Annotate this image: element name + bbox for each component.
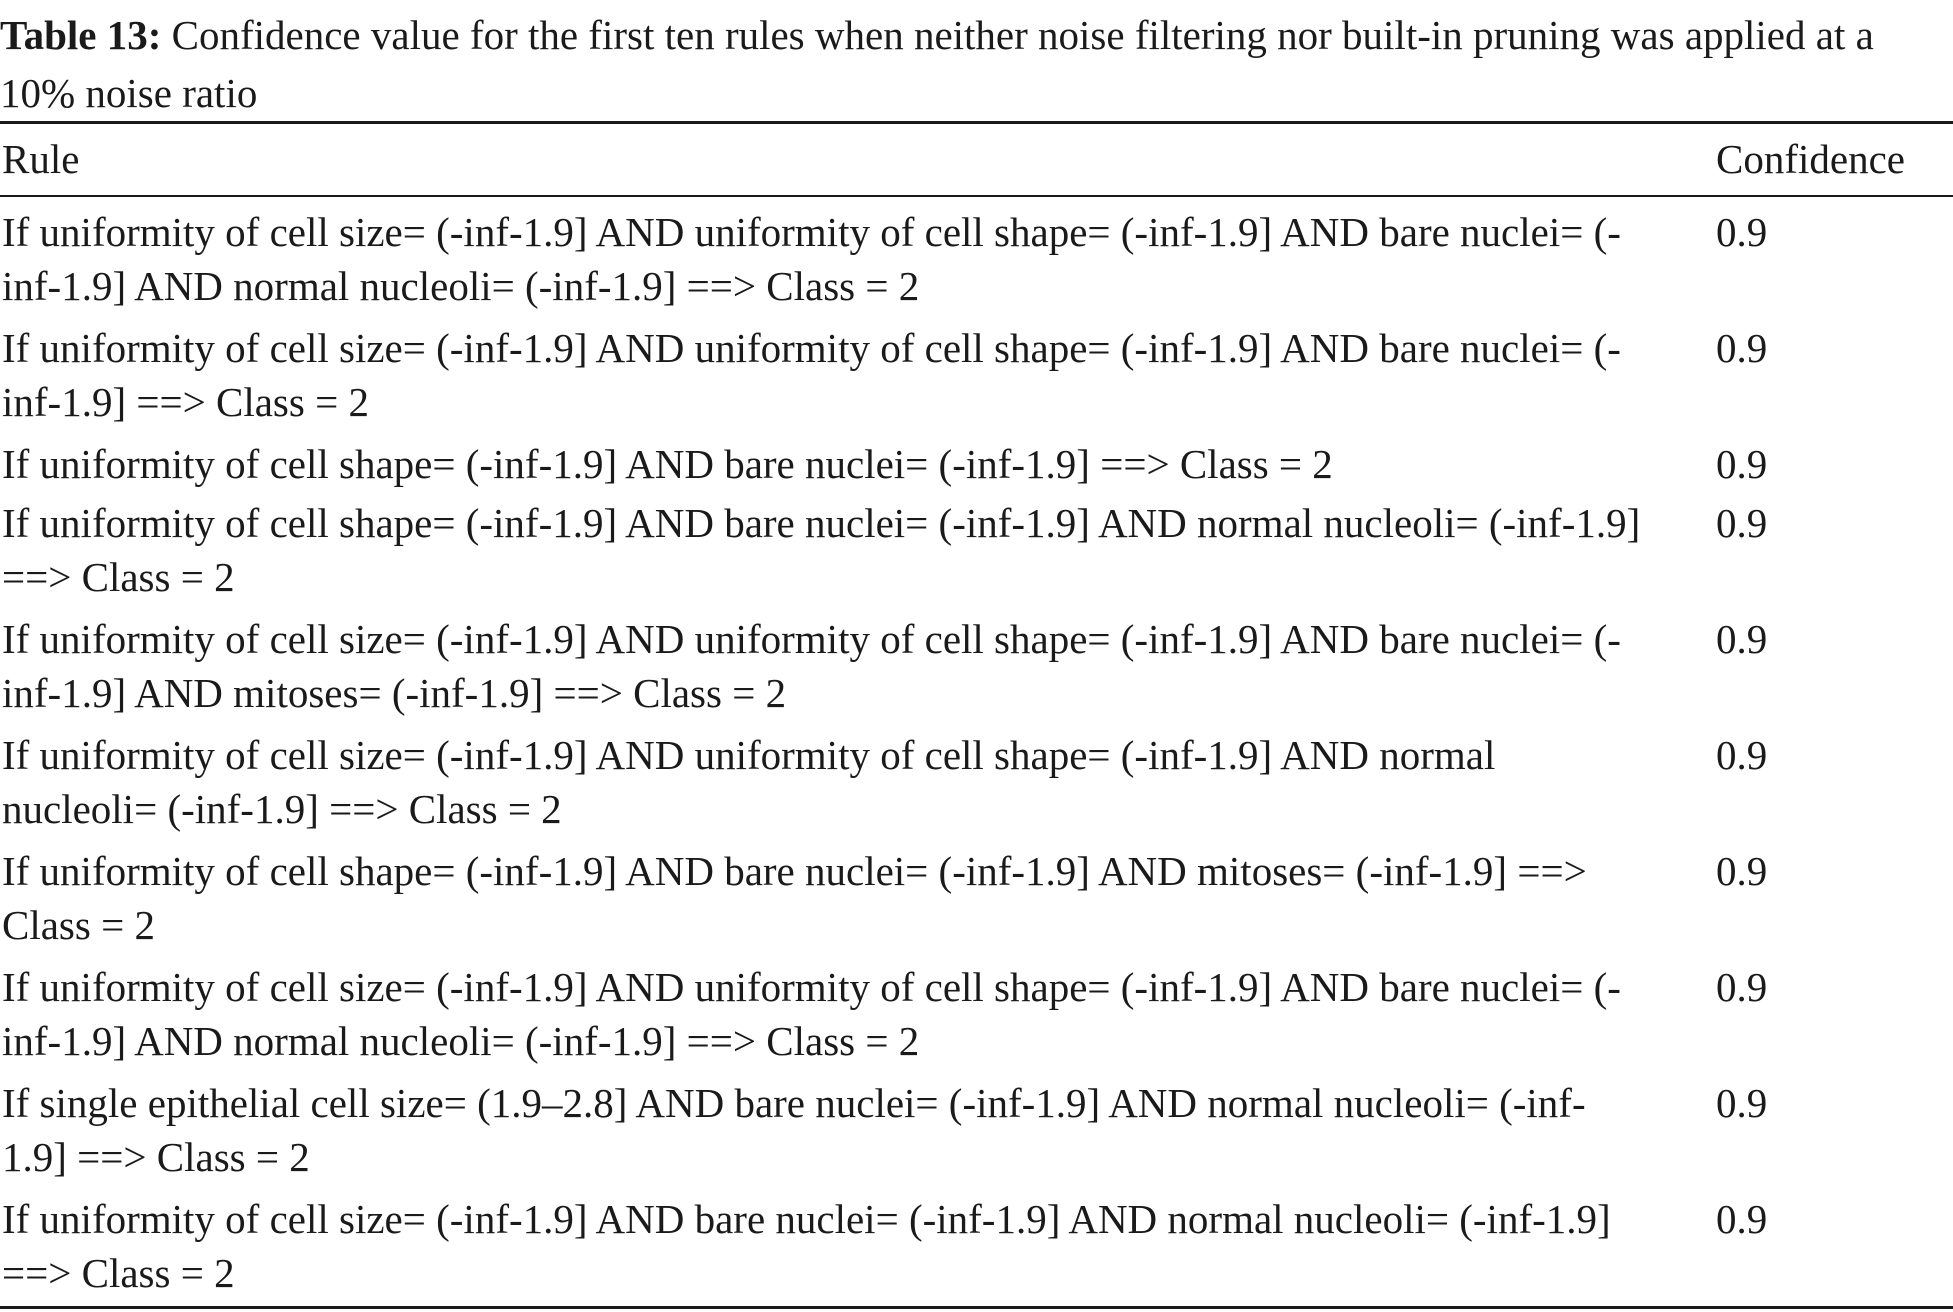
- table-row: [0, 612, 1953, 728]
- table-row: [0, 1076, 1953, 1192]
- confidence-cell: 0.9: [1716, 964, 1768, 1010]
- table-header-row: [0, 130, 1953, 190]
- rule-cell: If uniformity of cell shape= (-inf-1.9] AND bare nuclei= (-inf-1.9] AND mitoses= (-inf-1.9] ==> Class = 2: [2, 848, 1587, 948]
- confidence-cell: 0.9: [1716, 848, 1768, 894]
- rule-cell: If uniformity of cell size= (-inf-1.9] AND uniformity of cell shape= (-inf-1.9] AND bare nuclei= (-inf-1.9] AND normal nucleoli= (-inf-1.9] ==> Class = 2: [2, 209, 1621, 309]
- rule-cell: If uniformity of cell size= (-inf-1.9] AND uniformity of cell shape= (-inf-1.9] AND bare nuclei= (-inf-1.9] ==> Class = 2: [2, 325, 1621, 425]
- table-row: [0, 728, 1953, 844]
- table-row: [0, 496, 1953, 612]
- confidence-cell: 0.9: [1716, 500, 1768, 546]
- table-header-rule: [0, 195, 1953, 197]
- table-bottom-rule: [0, 1306, 1953, 1309]
- table-row: [0, 844, 1953, 960]
- rule-cell: If single epithelial cell size= (1.9–2.8] AND bare nuclei= (-inf-1.9] AND normal nucleoli= (-inf-1.9] ==> Class = 2: [2, 1080, 1586, 1180]
- rule-cell: If uniformity of cell size= (-inf-1.9] AND uniformity of cell shape= (-inf-1.9] AND normal nucleoli= (-inf-1.9] ==> Class = 2: [2, 732, 1496, 832]
- table-row: [0, 205, 1953, 321]
- confidence-cell: 0.9: [1716, 1196, 1768, 1242]
- confidence-cell: 0.9: [1716, 732, 1768, 778]
- confidence-cell: 0.9: [1716, 1080, 1768, 1126]
- confidence-cell: 0.9: [1716, 325, 1768, 371]
- rule-cell: If uniformity of cell shape= (-inf-1.9] AND bare nuclei= (-inf-1.9] AND normal nucleoli= (-inf-1.9] ==> Class = 2: [2, 500, 1641, 600]
- rule-cell: If uniformity of cell size= (-inf-1.9] AND uniformity of cell shape= (-inf-1.9] AND bare nuclei= (-inf-1.9] AND normal nucleoli= (-inf-1.9] ==> Class = 2: [2, 964, 1621, 1064]
- confidence-cell: 0.9: [1716, 209, 1768, 255]
- table-caption-label: Table 13:: [0, 12, 162, 58]
- table-row: [0, 960, 1953, 1076]
- rule-cell: If uniformity of cell size= (-inf-1.9] AND bare nuclei= (-inf-1.9] AND normal nucleoli= (-inf-1.9] ==> Class = 2: [2, 1196, 1611, 1296]
- table-row: [0, 321, 1953, 437]
- rule-cell: If uniformity of cell size= (-inf-1.9] AND uniformity of cell shape= (-inf-1.9] AND bare nuclei= (-inf-1.9] AND mitoses= (-inf-1.9] ==> Class = 2: [2, 616, 1621, 716]
- confidence-cell: 0.9: [1716, 441, 1768, 487]
- header-confidence: Confidence: [1716, 136, 1905, 182]
- confidence-cell: 0.9: [1716, 616, 1768, 662]
- table-row: [0, 1192, 1953, 1308]
- header-rule: Rule: [2, 136, 80, 182]
- table-caption: [0, 6, 1950, 122]
- rule-cell: If uniformity of cell shape= (-inf-1.9] AND bare nuclei= (-inf-1.9] ==> Class = 2: [2, 441, 1333, 487]
- table-row: [0, 437, 1953, 496]
- table-caption-text: Confidence value for the first ten rules when neither noise filtering nor built-in pruning was applied at a 10% noise ratio: [0, 12, 1874, 116]
- table-body: [0, 205, 1953, 1308]
- table-top-rule: [0, 121, 1953, 124]
